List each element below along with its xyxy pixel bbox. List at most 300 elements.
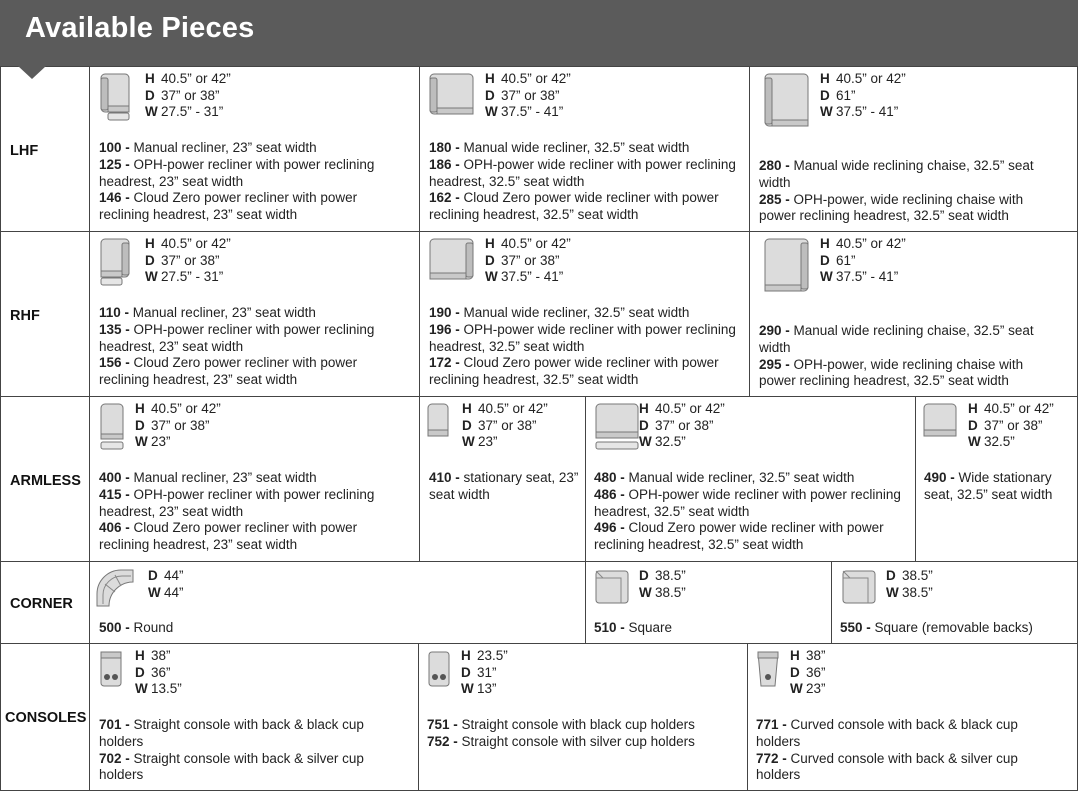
row-consoles	[1, 643, 1077, 790]
description-list	[99, 305, 399, 389]
cell-armless-standard	[89, 397, 419, 561]
cell-corner-round	[89, 562, 585, 643]
piece-description	[99, 717, 399, 751]
piece-text: OPH-power recliner with power reclining headrest, 23” seat width	[99, 486, 375, 519]
dimensions	[639, 401, 725, 451]
piece-code: 172 -	[429, 355, 460, 371]
piece-description	[429, 140, 739, 157]
dimension-line	[462, 434, 548, 451]
piece-description	[594, 620, 824, 637]
dimensions	[462, 401, 548, 451]
piece-code: 771 -	[756, 717, 787, 732]
dimension-label: H	[145, 236, 155, 251]
piece-text: Manual wide reclining chaise, 32.5” seat width	[759, 158, 1034, 190]
dimension-value: 37.5” - 41”	[836, 104, 899, 119]
dimension-line	[790, 665, 826, 682]
round-corner-icon	[95, 568, 135, 608]
dimension-line	[461, 648, 508, 665]
dimension-label: H	[145, 71, 155, 86]
cell-armless-stationary	[419, 397, 585, 561]
description-list	[840, 620, 1076, 637]
piece-text: Square (removable backs)	[870, 620, 1033, 635]
dimension-label: W	[145, 104, 158, 119]
piece-text: OPH-power wide recliner with power reclining headrest, 32.5” seat width	[429, 321, 736, 354]
piece-code: 190 -	[429, 305, 460, 320]
piece-code: 701 -	[99, 717, 130, 732]
dimension-value: 37.5” - 41”	[836, 269, 899, 284]
row-armless	[1, 396, 1077, 561]
dimension-line	[820, 71, 906, 88]
console-no-back-icon	[427, 650, 453, 690]
dimension-value: 37” or 38”	[161, 87, 220, 103]
dimension-value: 37” or 38”	[984, 417, 1043, 433]
description-list	[429, 470, 579, 504]
dimension-label: D	[148, 568, 158, 583]
piece-description	[759, 323, 1059, 357]
dimension-line	[820, 88, 906, 105]
piece-description	[594, 520, 912, 554]
piece-code: 295 -	[759, 356, 790, 372]
dimensions	[148, 568, 184, 601]
description-list	[429, 305, 739, 389]
dimension-label: W	[639, 584, 652, 600]
dimension-label: W	[485, 269, 498, 284]
dimension-line	[820, 269, 906, 286]
lhf-wide-recliner-icon	[428, 72, 476, 118]
dimension-value: 40.5” or 42”	[655, 401, 725, 416]
dimension-value: 40.5” or 42”	[501, 236, 571, 251]
piece-text: Cloud Zero power recliner with power reclining headrest, 23” seat width	[99, 520, 358, 553]
dimension-line	[461, 665, 508, 682]
description-list	[924, 470, 1074, 504]
dimension-label: D	[135, 664, 145, 680]
dimension-value: 37” or 38”	[478, 417, 537, 433]
dimension-line	[135, 665, 182, 682]
square-corner-icon	[594, 569, 632, 607]
piece-description	[99, 140, 399, 157]
dimensions	[135, 401, 221, 451]
dimensions	[886, 568, 933, 601]
dimension-value: 37” or 38”	[501, 87, 560, 103]
piece-text: Manual recliner, 23” seat width	[129, 305, 316, 320]
piece-description	[429, 305, 739, 322]
piece-text: Curved console with back & black cup holders	[756, 717, 1018, 749]
piece-description	[594, 470, 912, 487]
dimension-line	[148, 585, 184, 602]
dimension-line	[820, 253, 906, 270]
dimension-line	[968, 401, 1054, 418]
dimension-value: 40.5” or 42”	[836, 236, 906, 251]
piece-description	[924, 470, 1074, 504]
piece-text: Cloud Zero power wide recliner with power reclining headrest, 32.5” seat width	[429, 355, 719, 388]
cell-armless-wide	[585, 397, 915, 561]
dimension-line	[145, 269, 231, 286]
dimension-label: W	[968, 434, 981, 449]
dimension-value: 38”	[151, 648, 171, 663]
dimension-line	[485, 253, 571, 270]
dimension-label: H	[485, 71, 495, 86]
dimension-value: 36”	[151, 664, 171, 680]
dimension-value: 40.5” or 42”	[836, 71, 906, 86]
piece-code: 285 -	[759, 191, 790, 207]
dimension-line	[886, 568, 933, 585]
dimensions	[968, 401, 1054, 451]
dimension-label: W	[135, 681, 148, 696]
dimension-value: 61”	[836, 252, 856, 268]
dimension-label: D	[135, 417, 145, 433]
piece-code: 415 -	[99, 486, 130, 502]
dimension-label: D	[968, 417, 978, 433]
dimension-line	[485, 88, 571, 105]
dimension-value: 44”	[164, 568, 184, 583]
armless-recliner-icon	[99, 402, 127, 452]
dimension-label: H	[485, 236, 495, 251]
cell-rhf-chaise	[749, 232, 1077, 396]
dimension-label: D	[886, 568, 896, 583]
piece-description	[429, 190, 739, 224]
dimension-label: D	[485, 87, 495, 103]
dimensions	[145, 71, 231, 121]
dimension-label: D	[145, 252, 155, 268]
dimension-value: 37” or 38”	[655, 417, 714, 433]
dimensions	[820, 236, 906, 286]
dimension-value: 38.5”	[655, 584, 686, 600]
piece-description	[429, 470, 579, 504]
piece-code: 186 -	[429, 156, 460, 172]
dimension-label: W	[462, 434, 475, 449]
lhf-recliner-icon	[99, 72, 133, 122]
dimension-label: W	[790, 681, 803, 696]
dimension-line	[820, 236, 906, 253]
dimensions	[485, 71, 571, 121]
dimension-line	[135, 401, 221, 418]
piece-text: Cloud Zero power recliner with power reclining headrest, 23” seat width	[99, 355, 358, 388]
dimension-value: 27.5” - 31”	[161, 104, 224, 119]
piece-code: 125 -	[99, 156, 130, 172]
description-list	[594, 620, 824, 637]
cell-console-771	[747, 644, 1077, 790]
dimension-line	[485, 71, 571, 88]
piece-code: 702 -	[99, 750, 130, 766]
page-title: Available Pieces	[25, 12, 255, 44]
row-lhf	[1, 66, 1077, 231]
piece-code: 751 -	[427, 717, 458, 732]
description-list	[756, 717, 1056, 784]
dimension-line	[639, 434, 725, 451]
piece-code: 180 -	[429, 140, 460, 155]
dimension-value: 44”	[164, 584, 184, 600]
dimension-line	[639, 568, 686, 585]
piece-code: 406 -	[99, 520, 130, 536]
dimensions	[485, 236, 571, 286]
piece-text: Manual recliner, 23” seat width	[129, 470, 317, 485]
cell-rhf-wide	[419, 232, 749, 396]
piece-code: 196 -	[429, 321, 460, 337]
dimension-value: 40.5” or 42”	[984, 401, 1054, 416]
piece-code: 400 -	[99, 470, 130, 485]
dimension-value: 38.5”	[902, 568, 933, 583]
piece-code: 146 -	[99, 190, 130, 206]
piece-description	[429, 355, 739, 389]
cell-corner-square-removable	[831, 562, 1077, 643]
dimension-label: H	[790, 648, 800, 663]
piece-code: 280 -	[759, 158, 790, 173]
piece-description	[594, 487, 912, 521]
dimension-label: D	[820, 252, 830, 268]
dimension-label: D	[462, 417, 472, 433]
piece-description	[99, 305, 399, 322]
piece-description	[99, 520, 399, 554]
piece-code: 290 -	[759, 323, 790, 338]
piece-description	[759, 192, 1059, 226]
dimension-value: 37.5” - 41”	[501, 104, 564, 119]
dimension-label: D	[820, 87, 830, 103]
dimension-line	[135, 418, 221, 435]
dimension-label: W	[145, 269, 158, 284]
dimension-value: 38”	[806, 648, 826, 663]
dimension-value: 38.5”	[902, 584, 933, 600]
row-label: LHF	[10, 143, 39, 159]
row-label: CONSOLES	[5, 710, 87, 726]
piece-text: OPH-power, wide reclining chaise with power reclining headrest, 32.5” seat width	[759, 356, 1024, 389]
piece-description	[99, 190, 399, 224]
armless-seat-icon	[426, 402, 452, 440]
dimension-value: 38.5”	[655, 568, 686, 583]
dimension-label: W	[820, 269, 833, 284]
dimension-value: 32.5”	[655, 434, 686, 449]
cell-rhf-standard	[89, 232, 419, 396]
dimension-value: 13”	[477, 681, 497, 696]
piece-description	[759, 158, 1059, 192]
dimension-label: H	[820, 71, 830, 86]
piece-code: 500 -	[99, 620, 130, 635]
dimension-label: H	[820, 236, 830, 251]
armless-wide-recliner-icon	[594, 402, 642, 452]
piece-text: Straight console with back & black cup holders	[99, 717, 364, 749]
piece-code: 410 -	[429, 470, 460, 485]
piece-description	[759, 357, 1059, 391]
piece-code: 550 -	[840, 620, 871, 635]
cell-armless-wide-stationary	[915, 397, 1077, 561]
piece-text: Wide stationary seat, 32.5” seat width	[924, 470, 1053, 502]
dimension-label: W	[148, 584, 161, 600]
piece-description	[99, 355, 399, 389]
dimension-value: 40.5” or 42”	[501, 71, 571, 86]
dimension-line	[135, 681, 182, 698]
dimension-label: D	[639, 417, 649, 433]
dimension-value: 13.5”	[151, 681, 182, 696]
dimension-line	[968, 434, 1054, 451]
dimension-line	[145, 104, 231, 121]
dimension-value: 37” or 38”	[501, 252, 560, 268]
dimension-label: H	[639, 401, 649, 416]
dimension-value: 61”	[836, 87, 856, 103]
banner-pointer	[18, 66, 46, 79]
description-list	[427, 717, 727, 751]
dimension-label: W	[820, 104, 833, 119]
piece-description	[429, 322, 739, 356]
piece-text: Cloud Zero power recliner with power reclining headrest, 23” seat width	[99, 190, 358, 223]
row-corner	[1, 561, 1077, 643]
piece-description	[99, 157, 399, 191]
dimension-label: H	[461, 648, 471, 663]
lhf-chaise-icon	[763, 72, 811, 130]
piece-code: 486 -	[594, 486, 625, 502]
cell-lhf-wide	[419, 67, 749, 231]
description-list	[759, 323, 1059, 390]
piece-code: 480 -	[594, 470, 625, 485]
piece-text: Cloud Zero power wide recliner with power reclining headrest, 32.5” seat width	[429, 190, 719, 223]
piece-code: 496 -	[594, 520, 625, 536]
dimension-value: 23”	[151, 434, 171, 449]
piece-text: OPH-power recliner with power reclining headrest, 23” seat width	[99, 156, 375, 189]
piece-text: Square	[624, 620, 673, 635]
dimension-line	[148, 568, 184, 585]
piece-description	[99, 620, 399, 637]
dimension-line	[135, 434, 221, 451]
piece-description	[99, 470, 399, 487]
dimension-value: 40.5” or 42”	[151, 401, 221, 416]
piece-code: 510 -	[594, 620, 625, 635]
piece-description	[99, 751, 399, 785]
piece-text: Manual wide recliner, 32.5” seat width	[459, 305, 690, 320]
dimension-value: 36”	[806, 664, 826, 680]
piece-text: Manual wide recliner, 32.5” seat width	[624, 470, 855, 485]
piece-description	[756, 717, 1056, 751]
dimension-line	[461, 681, 508, 698]
dimension-line	[639, 418, 725, 435]
dimension-line	[790, 648, 826, 665]
description-list	[594, 470, 912, 554]
row-label: CORNER	[10, 596, 73, 612]
dimension-label: D	[485, 252, 495, 268]
dimension-label: H	[968, 401, 978, 416]
dimension-label: W	[639, 434, 652, 449]
dimension-line	[145, 71, 231, 88]
dimension-line	[135, 648, 182, 665]
rhf-wide-recliner-icon	[428, 237, 476, 283]
armless-wide-seat-icon	[922, 402, 960, 440]
piece-code: 490 -	[924, 470, 955, 485]
dimensions	[135, 648, 182, 698]
piece-code: 772 -	[756, 750, 787, 766]
dimension-line	[820, 104, 906, 121]
dimension-value: 40.5” or 42”	[161, 71, 231, 86]
dimensions	[790, 648, 826, 698]
dimension-line	[462, 401, 548, 418]
dimension-line	[639, 401, 725, 418]
dimension-label: W	[886, 584, 899, 600]
description-list	[429, 140, 739, 224]
piece-code: 100 -	[99, 140, 130, 155]
piece-description	[427, 734, 727, 751]
piece-text: Manual wide recliner, 32.5” seat width	[459, 140, 690, 155]
dimension-label: H	[135, 648, 145, 663]
description-list	[99, 717, 399, 784]
dimension-line	[485, 236, 571, 253]
row-rhf	[1, 231, 1077, 396]
piece-text: Round	[129, 620, 174, 635]
dimension-line	[968, 418, 1054, 435]
curved-console-icon	[756, 650, 782, 690]
piece-text: stationary seat, 23” seat width	[429, 470, 579, 502]
description-list	[99, 620, 399, 637]
description-list	[759, 158, 1059, 225]
cell-console-701	[89, 644, 418, 790]
dimensions	[820, 71, 906, 121]
cell-lhf-standard	[89, 67, 419, 231]
piece-text: Straight console with back & silver cup holders	[99, 750, 364, 783]
dimension-value: 23”	[478, 434, 498, 449]
header-banner	[0, 0, 1078, 66]
piece-text: Manual wide reclining chaise, 32.5” seat width	[759, 323, 1034, 355]
dimension-value: 37” or 38”	[151, 417, 210, 433]
dimension-label: H	[135, 401, 145, 416]
cell-lhf-chaise	[749, 67, 1077, 231]
dimension-value: 40.5” or 42”	[478, 401, 548, 416]
dimension-value: 32.5”	[984, 434, 1015, 449]
dimension-value: 31”	[477, 664, 497, 680]
piece-text: OPH-power, wide reclining chaise with power reclining headrest, 32.5” seat width	[759, 191, 1024, 224]
dimension-value: 37” or 38”	[161, 252, 220, 268]
dimensions	[145, 236, 231, 286]
rhf-chaise-icon	[763, 237, 811, 295]
piece-text: Straight console with silver cup holders	[457, 733, 695, 749]
dimension-line	[462, 418, 548, 435]
dimension-line	[790, 681, 826, 698]
dimension-value: 27.5” - 31”	[161, 269, 224, 284]
piece-description	[99, 487, 399, 521]
dimension-line	[145, 253, 231, 270]
piece-text: OPH-power wide recliner with power reclining headrest, 32.5” seat width	[429, 156, 736, 189]
console-back-icon	[99, 650, 125, 690]
piece-description	[756, 751, 1056, 785]
dimension-line	[145, 88, 231, 105]
dimensions	[639, 568, 686, 601]
dimension-label: D	[639, 568, 649, 583]
row-label: ARMLESS	[10, 473, 81, 489]
piece-code: 135 -	[99, 321, 130, 337]
dimension-line	[886, 585, 933, 602]
row-label: RHF	[10, 308, 40, 324]
dimension-line	[145, 236, 231, 253]
piece-text: Cloud Zero power wide recliner with power reclining headrest, 32.5” seat width	[594, 520, 884, 553]
piece-code: 162 -	[429, 190, 460, 206]
dimension-line	[639, 585, 686, 602]
description-list	[99, 470, 399, 554]
dimension-label: D	[145, 87, 155, 103]
piece-code: 752 -	[427, 733, 458, 749]
piece-text: Curved console with back & silver cup holders	[756, 750, 1018, 783]
piece-description	[840, 620, 1076, 637]
piece-text: Manual recliner, 23” seat width	[129, 140, 317, 155]
piece-description	[99, 322, 399, 356]
square-corner-removable-icon	[841, 569, 879, 607]
cell-corner-square	[585, 562, 831, 643]
piece-text: Straight console with black cup holders	[457, 717, 695, 732]
dimension-label: D	[790, 664, 800, 680]
rhf-recliner-icon	[99, 237, 133, 287]
pieces-table	[0, 66, 1078, 791]
dimension-label: H	[462, 401, 472, 416]
description-list	[99, 140, 399, 224]
dimension-label: W	[485, 104, 498, 119]
dimension-value: 40.5” or 42”	[161, 236, 231, 251]
dimension-value: 37.5” - 41”	[501, 269, 564, 284]
dimension-label: D	[461, 664, 471, 680]
piece-code: 110 -	[99, 305, 130, 320]
piece-description	[427, 717, 727, 734]
